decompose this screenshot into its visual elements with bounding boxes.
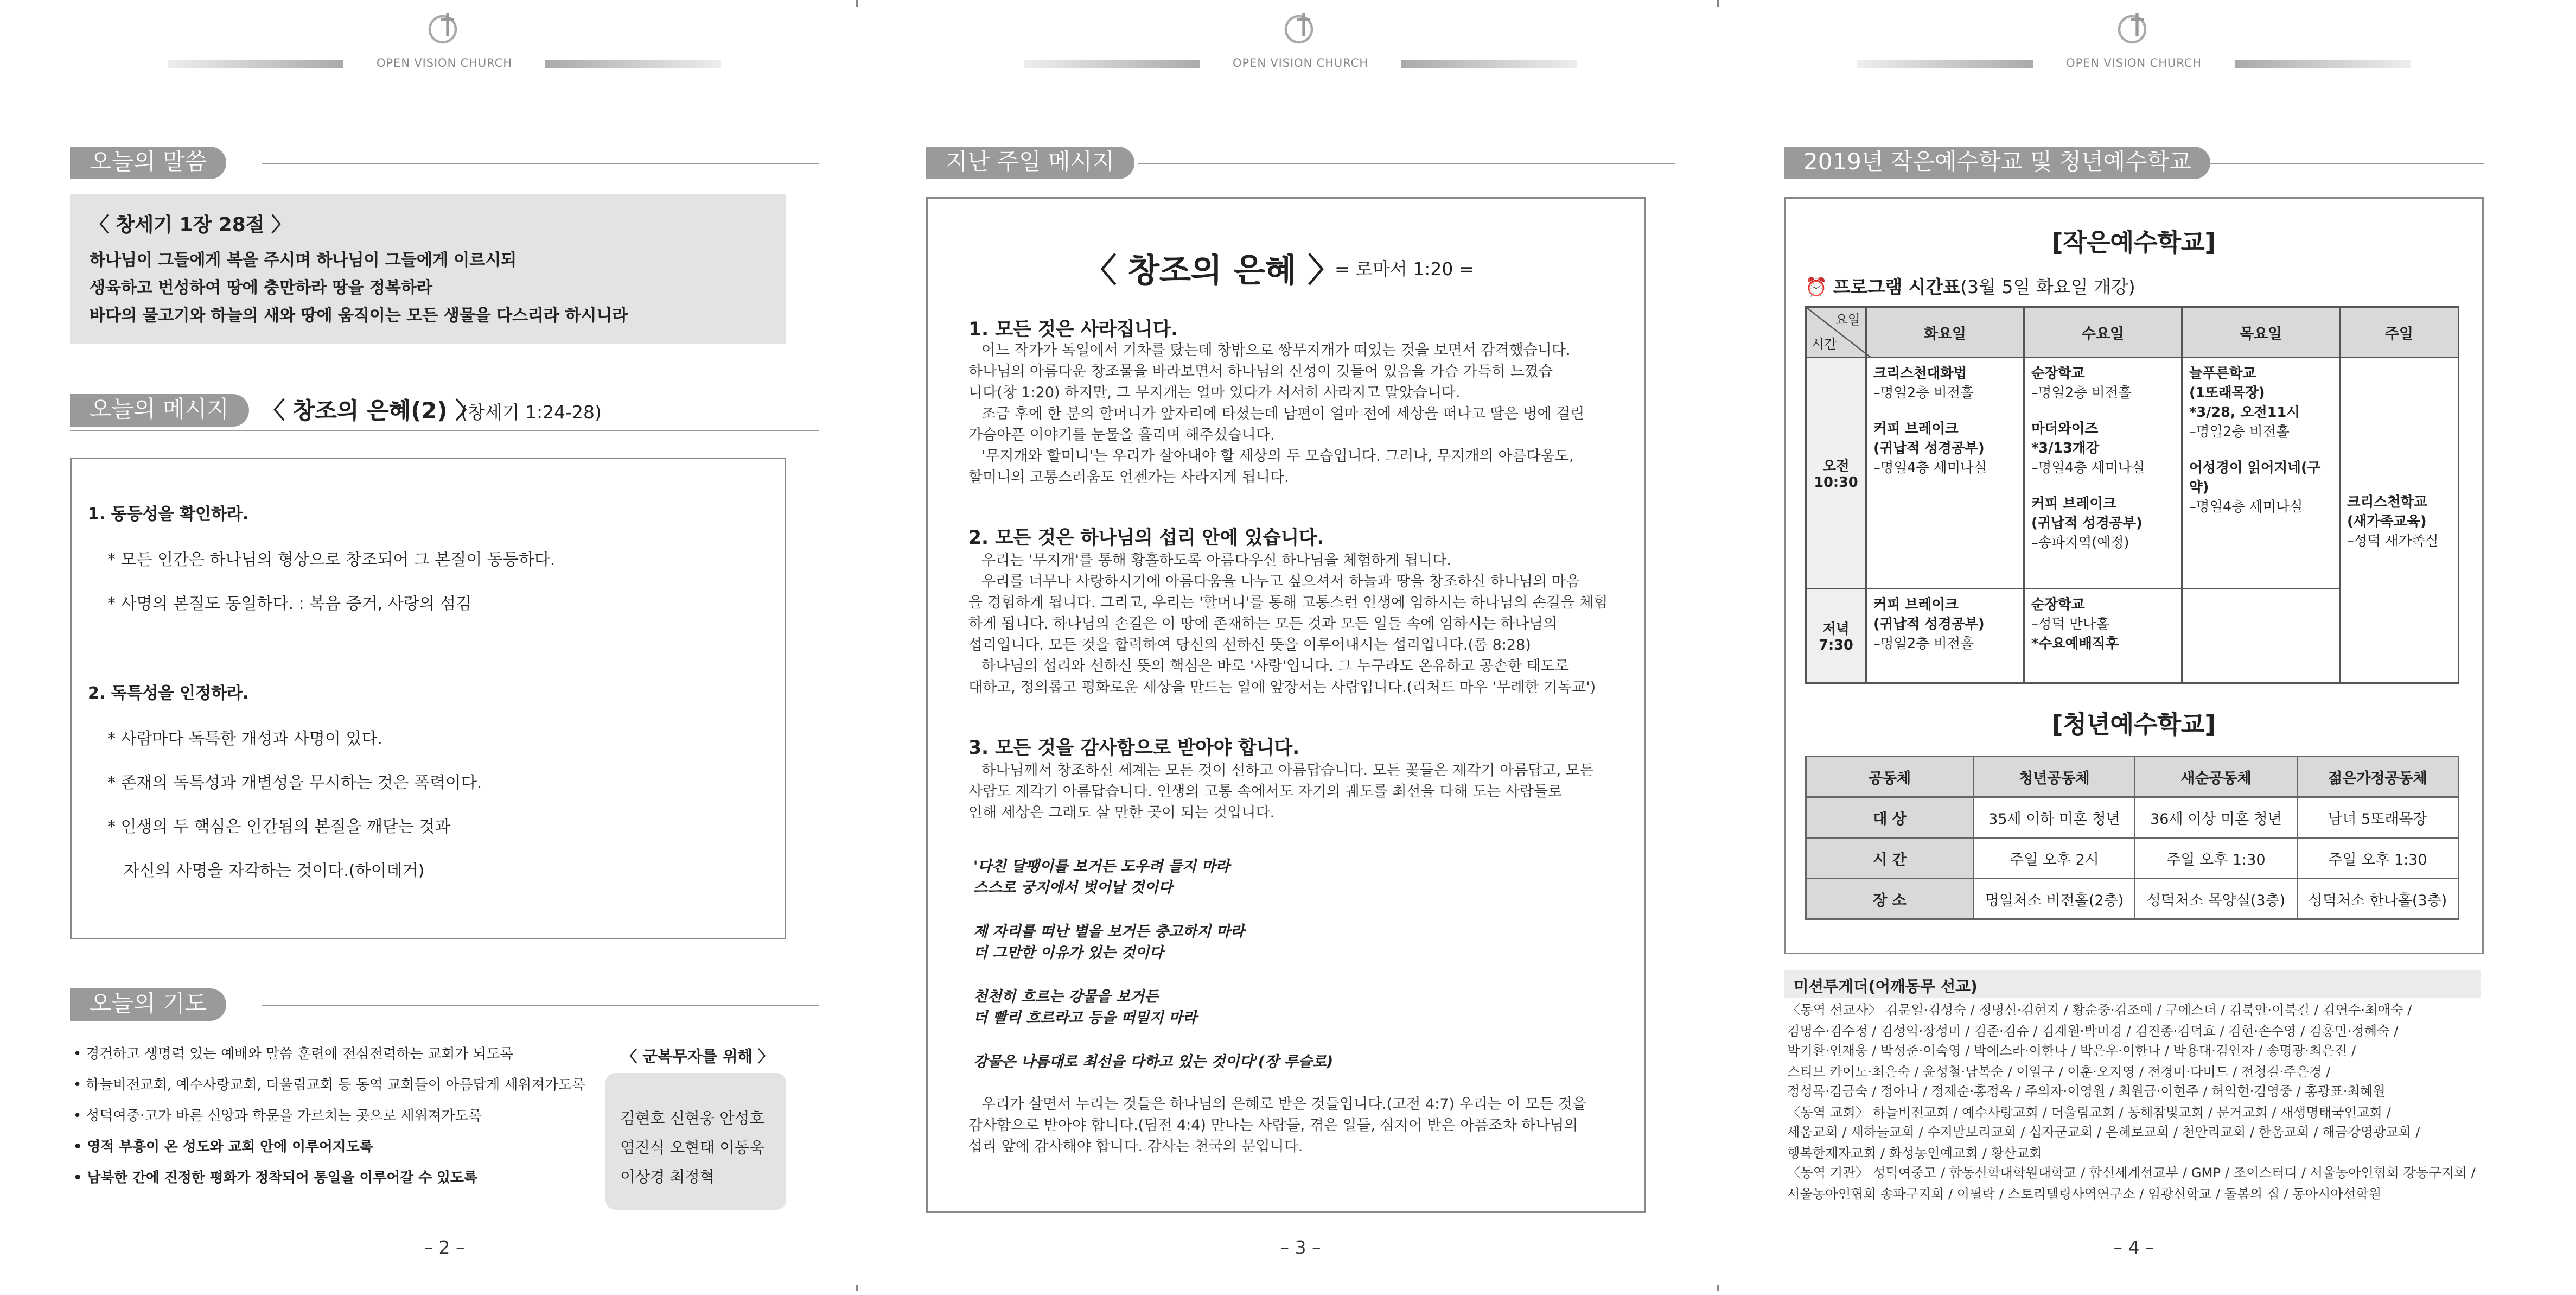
sermon-reference: = 로마서 1:20 = <box>1335 259 1474 280</box>
outline-item: * 모든 인간은 하나님의 형상으로 창조되어 그 본질이 동등하다. <box>107 552 556 570</box>
cell-line: –명일2층 비전홀 <box>1873 386 1974 402</box>
crop-mark <box>1717 1285 1719 1291</box>
sermon-line: '무지개와 할머니'는 우리가 살아내야 할 세상의 두 모습입니다. 그러나, 무지개의 아름다움도, <box>981 449 1574 466</box>
section-title-word: 오늘의 말씀 <box>70 147 226 179</box>
message-title: 〈 창조의 은혜(2) 〉 <box>262 399 479 425</box>
table-cell: 성덕처소 한나홀(3층) <box>2297 879 2458 919</box>
day-header: 화요일 <box>1866 307 2024 358</box>
table-header: 청년공동체 <box>1974 757 2135 797</box>
divider <box>70 430 819 431</box>
header-church-name: OPEN VISION CHURCH <box>377 57 512 70</box>
program-note: (3월 5일 화요일 개강) <box>1960 277 2135 298</box>
sermon-body-4 <box>968 1096 1636 1159</box>
cell-line: *3/28, 오전11시 <box>2189 405 2300 422</box>
sermon-heading-1: 1. 모든 것은 사라집니다. <box>968 318 1178 340</box>
page-number: – 3 – <box>1280 1237 1321 1259</box>
crop-mark <box>856 0 858 7</box>
cell-line: *수요예배직후 <box>2031 637 2119 653</box>
table-cell: 명일처소 비전홀(2층) <box>1974 879 2135 919</box>
cell-line: –명일4층 세미나실 <box>2031 461 2145 477</box>
sermon-body-2 <box>968 552 1636 700</box>
cell-tue-am <box>1866 358 2024 589</box>
sermon-box <box>926 197 1646 1213</box>
cell-line: 커피 브레이크 <box>1873 598 1959 614</box>
header-church-name: OPEN VISION CHURCH <box>1233 57 1368 70</box>
cell-line: –명일4층 세미나실 <box>2189 500 2303 516</box>
day-header: 주일 <box>2340 307 2459 358</box>
sermon-body-3 <box>968 762 1636 826</box>
prayer-item: • 남북한 간에 진정한 평화가 정착되어 통일을 이루어갈 수 있도록 <box>73 1171 477 1187</box>
small-jesus-school-title: [작은예수학교] <box>2052 228 2216 257</box>
table-cell: 35세 이하 미혼 청년 <box>1974 797 2135 838</box>
crop-mark <box>1717 0 1719 7</box>
outline-item: * 사명의 본질도 동일하다. : 복음 증거, 사랑의 섬김 <box>107 596 472 614</box>
alarm-clock-icon: ⏰ <box>1805 277 1828 298</box>
sermon-line: 우리는 '무지개'를 통해 황홀하도록 아름다우신 하나님을 체험하게 됩니다. <box>981 554 1452 570</box>
table-header: 새순공동체 <box>2135 757 2297 797</box>
mission-line: 박기환·인재웅 / 박성준·이숙영 / 박에스라·이한나 / 박은우·이한나 / 박용대·김인자 / 송명광·최은진 / <box>1787 1042 2356 1058</box>
cell-line: –성덕 만나홀 <box>2031 617 2110 633</box>
sermon-line: 하나님께서 창조하신 세계는 모든 것이 선하고 아름답습니다. 모든 꽃들은 제각기 아름답고, 모든 <box>981 764 1594 780</box>
prayer-item: • 하늘비전교회, 예수사랑교회, 더울림교회 등 동역 교회들이 아름답게 세워져가도록 <box>73 1078 585 1094</box>
mission-list <box>1787 1000 2487 1203</box>
table-row <box>1806 797 2459 838</box>
mission-line: 정성목·김금숙 / 정아나 / 정제순·홍정옥 / 주의자·이영원 / 최원금·이현주 / 허익현·김영중 / 홍광표·최혜원 <box>1787 1083 2386 1099</box>
table-cell: 대 상 <box>1806 797 1974 838</box>
section-title-last-sermon: 지난 주일 메시지 <box>926 147 1134 179</box>
mission-line: 행복한제자교회 / 화성농인예교회 / 황산교회 <box>1787 1144 2042 1160</box>
military-names: 염진식 오현태 이동욱 <box>620 1140 764 1158</box>
sermon-line: 을 경험하게 됩니다. 그리고, 우리는 '할머니'를 통해 고통스런 인생에 임하시는 하나님의 손길을 체험 <box>968 596 1608 612</box>
table-cell: 36세 이상 미혼 청년 <box>2135 797 2297 838</box>
sermon-line: 섭리 앞에 감사해야 합니다. 감사는 천국의 문입니다. <box>968 1140 1303 1156</box>
poem-line: 더 그만한 이유가 있는 것이다 <box>973 946 1164 962</box>
sermon-title: 〈 창조의 은혜 〉 <box>1084 251 1341 290</box>
sermon-line: 우리를 너무나 사랑하시기에 아름다움을 나누고 싶으셔서 하늘과 땅을 창조하신 하나님의 마음 <box>981 575 1580 591</box>
mission-line: 스티브 카이노·최은숙 / 윤성철·남복순 / 이일구 / 이훈·오지영 / 전경미·다비드 / 전청길·주은경 / <box>1787 1062 2331 1079</box>
military-names: 이상경 최정혁 <box>620 1169 715 1187</box>
poem-line: 천천히 흐르는 강물을 보거든 <box>973 990 1159 1006</box>
table-cell: 장 소 <box>1806 879 1974 919</box>
verse-box <box>70 194 786 344</box>
cell-line: (귀납적 성경공부) <box>2031 516 2143 532</box>
poem-line: '다친 달팽이를 보거든 도우려 들지 마라 <box>973 860 1230 876</box>
header-band <box>1024 57 1577 70</box>
program-heading <box>1805 274 2135 300</box>
table-header: 젊은가정공동체 <box>2297 757 2458 797</box>
sermon-line: 조금 후에 한 분의 할머니가 앞자리에 타셨는데 남편이 얼마 전에 세상을 떠나고 딸은 병에 걸린 <box>981 407 1585 423</box>
program-schedule-table <box>1805 306 2459 684</box>
mission-line: 서울농아인협회 송파구지회 / 이필락 / 스토리텔링사역연구소 / 임광신학교 / 돌봄의 집 / 동아시아선학원 <box>1787 1184 2382 1201</box>
sermon-line: 감사함으로 받아야 합니다.(딤전 4:4) 만나는 사람들, 겪은 일들, 심지어 받은 아픔조차 하나님의 <box>968 1119 1578 1135</box>
church-logo <box>70 10 819 46</box>
outline-item: * 사람마다 독특한 개성과 사명이 있다. <box>107 731 382 749</box>
prayer-item: • 경건하고 생명력 있는 예배와 말씀 훈련에 전심전력하는 교회가 되도록 <box>73 1047 514 1063</box>
cell-line: –명일2층 비전홀 <box>2189 425 2290 441</box>
verse-line: 하나님이 그들에게 복을 주시며 하나님이 그들에게 이르시되 <box>90 252 517 270</box>
table-cell: 성덕처소 목양실(3층) <box>2135 879 2297 919</box>
corner-day-label: 요일 <box>1835 313 1860 327</box>
slot-label: 저녁 <box>1822 621 1850 638</box>
cell-line: –명일2층 비전홀 <box>1873 637 1974 653</box>
table-row <box>1806 838 2459 879</box>
slot-time: 10:30 <box>1814 474 1858 491</box>
header-church-name: OPEN VISION CHURCH <box>2066 57 2202 70</box>
cell-line: –명일4층 세미나실 <box>1873 461 1987 477</box>
mission-title: 미션투게더(어깨동무 선교) <box>1794 979 1978 996</box>
cell-line: 늘푸른학교 <box>2189 366 2256 383</box>
cell-sunday <box>2340 358 2459 683</box>
poem-line: 제 자리를 떠난 별을 보거든 충고하지 마라 <box>973 925 1245 941</box>
youth-school-title: [청년예수학교] <box>2052 710 2216 739</box>
morning-slot <box>1806 358 1866 589</box>
cell-thu-pm <box>2182 589 2340 683</box>
day-header: 수요일 <box>2024 307 2182 358</box>
divider <box>1138 163 1675 164</box>
table-cell: 주일 오후 1:30 <box>2297 838 2458 879</box>
outline-point-2: 2. 독특성을 인정하라. <box>88 685 249 703</box>
header-band <box>1857 57 2411 70</box>
church-logo <box>1784 10 2484 46</box>
mission-line: 〈동역 기관〉 성덕여중고 / 합동신학대학원대학교 / 합신세계선교부 / GMP / 조이스터디 / 서울농아인협회 강동구지회 / <box>1787 1164 2476 1180</box>
sermon-line: 사람도 제각기 아름답습니다. 인생의 고통 속에서도 자기의 궤도를 최선을 다해 도는 사람들로 <box>968 785 1563 801</box>
table-cell: 주일 오후 2시 <box>1974 838 2135 879</box>
poem-line: 더 빨리 흐르라고 등을 떠밀지 마라 <box>973 1011 1197 1027</box>
mission-line: 김명수·김수정 / 김성익·장성미 / 김준·김슈 / 김재원·박미경 / 김진종·김덕효 / 김현·손수영 / 김홍민·정혜숙 / <box>1787 1021 2399 1038</box>
page-3 <box>926 0 1675 1294</box>
cell-line: 크리스천학교 <box>2347 494 2427 511</box>
cell-line: 순장학교 <box>2031 366 2085 383</box>
divider <box>2201 163 2484 164</box>
cell-line: (새가족교육) <box>2347 513 2427 530</box>
header-band <box>168 57 721 70</box>
cell-line: –명일2층 비전홀 <box>2031 386 2132 402</box>
section-title-schools: 2019년 작은예수학교 및 청년예수학교 <box>1784 147 2211 179</box>
cell-line: (귀납적 성경공부) <box>1873 441 1985 458</box>
youth-school-table <box>1805 756 2459 920</box>
sermon-line: 우리가 살면서 누리는 것들은 하나님의 은혜로 받은 것들입니다.(고전 4:7) 우리는 이 모든 것을 <box>981 1097 1587 1114</box>
day-header: 목요일 <box>2182 307 2340 358</box>
sermon-body-1 <box>968 342 1636 490</box>
cell-wed-am <box>2024 358 2182 589</box>
cell-tue-pm <box>1866 589 2024 683</box>
mission-line: 세움교회 / 새하늘교회 / 수지말보리교회 / 십자군교회 / 은혜로교회 / 천안리교회 / 한움교회 / 해금강영광교회 / <box>1787 1123 2420 1140</box>
message-reference: (창세기 1:24-28) <box>461 402 602 423</box>
church-logo-icon <box>1279 10 1322 46</box>
military-title: 〈 군복무자를 위해 〉 <box>622 1049 774 1067</box>
mission-title-bar <box>1784 970 2481 998</box>
divider <box>262 1005 819 1006</box>
cell-line: (귀납적 성경공부) <box>1873 617 1985 633</box>
divider <box>262 163 819 164</box>
section-title-message: 오늘의 메시지 <box>70 394 248 427</box>
verse-reference: 〈 창세기 1장 28절 〉 <box>90 213 291 236</box>
sermon-line: 할머니의 고통스러움도 언젠가는 사라지게 됩니다. <box>968 471 1289 487</box>
cell-line: –송파지역(예정) <box>2031 536 2129 552</box>
outline-point-1: 1. 동등성을 확인하라. <box>88 506 249 524</box>
schools-box <box>1784 197 2484 954</box>
evening-slot <box>1806 589 1866 683</box>
outline-box <box>70 458 786 939</box>
poem-line: 스스로 궁지에서 벗어날 것이다 <box>973 881 1173 897</box>
cell-line: –성덕 새가족실 <box>2347 533 2439 550</box>
cell-line: 커피 브레이크 <box>2031 497 2116 513</box>
page-4 <box>1784 0 2484 1294</box>
cell-thu-am <box>2182 358 2340 589</box>
cell-line: 커피 브레이크 <box>1873 422 1959 438</box>
outline-item: * 존재의 독특성과 개별성을 무시하는 것은 폭력이다. <box>107 775 482 793</box>
cell-line: 순장학교 <box>2031 598 2085 614</box>
military-box <box>605 1073 786 1210</box>
page-2 <box>70 0 819 1294</box>
sermon-line: 섭리입니다. 모든 것을 합력하여 당신의 선하신 뜻을 이루어내시는 섭리입니다.(롬 8:28) <box>968 638 1531 655</box>
cell-line: (1또래목장) <box>2189 386 2265 402</box>
slot-label: 오전 <box>1822 458 1850 475</box>
corner-time-label: 시간 <box>1812 337 1837 352</box>
cell-line: 어성경이 읽어지네(구약) <box>2189 461 2321 497</box>
sermon-heading-3: 3. 모든 것을 감사함으로 받아야 합니다. <box>968 736 1300 759</box>
table-row <box>1806 879 2459 919</box>
program-title: 프로그램 시간표 <box>1833 277 1961 298</box>
outline-item: * 인생의 두 핵심은 인간됨의 본질을 깨닫는 것과 <box>107 819 451 837</box>
mission-line: 〈동역 선교사〉 김문일·김성숙 / 정명신·김현지 / 황순중·김조예 / 구에스더 / 김북안·이북길 / 김연수·최애숙 / <box>1787 1001 2412 1018</box>
sermon-line: 대하고, 정의롭고 평화로운 세상을 만드는 일에 앞장서는 사람입니다.(리처드 마우 '무례한 기독교') <box>968 681 1596 697</box>
sermon-line: 어느 작가가 독일에서 기차를 탔는데 창밖으로 쌍무지개가 떠있는 것을 보면서 감격했습니다. <box>981 344 1571 360</box>
cell-line: 마더와이즈 <box>2031 422 2099 438</box>
sermon-line: 니다(창 1:20) 하지만, 그 무지개는 얼마 있다가 서서히 사라지고 말았습니다. <box>968 386 1461 402</box>
crop-mark <box>856 1285 858 1291</box>
cell-line: *3/13개강 <box>2031 441 2100 458</box>
slot-time: 7:30 <box>1819 637 1853 654</box>
page-number: – 2 – <box>424 1237 465 1259</box>
military-names: 김현호 신현웅 안성호 <box>620 1110 764 1128</box>
page-number: – 4 – <box>2113 1237 2154 1259</box>
section-title-prayer: 오늘의 기도 <box>70 988 226 1021</box>
outline-item: 자신의 사명을 자각하는 것이다.(하이데거) <box>124 863 425 881</box>
cell-line: 크리스천대화법 <box>1873 366 1967 383</box>
church-logo-icon <box>423 10 466 46</box>
sermon-line: 인해 세상은 그래도 살 만한 곳이 되는 것입니다. <box>968 806 1275 822</box>
verse-line: 생육하고 번성하여 땅에 충만하라 땅을 정복하라 <box>90 280 432 298</box>
prayer-item: • 성덕여중·고가 바른 신앙과 학문을 가르치는 곳으로 세워져가도록 <box>73 1109 482 1125</box>
sermon-line: 하나님의 아름다운 창조물을 바라보면서 하나님의 신성이 깃들어 있음을 가슴 가득히 느꼈습 <box>968 365 1553 381</box>
table-cell: 남녀 5또래목장 <box>2297 797 2458 838</box>
prayer-item: • 영적 부흥이 온 성도와 교회 안에 이루어지도록 <box>73 1140 373 1156</box>
cell-wed-pm <box>2024 589 2182 683</box>
sermon-line: 하게 됩니다. 하나님의 손길은 이 땅에 존재하는 모든 것과 모든 일들 속에 임하시는 하나님의 <box>968 617 1558 633</box>
sermon-line: 가슴아픈 이야기를 눈물을 흘리며 해주셨습니다. <box>968 428 1275 445</box>
sermon-heading-2: 2. 모든 것은 하나님의 섭리 안에 있습니다. <box>968 526 1324 549</box>
mission-line: 〈동역 교회〉 하늘비전교회 / 예수사랑교회 / 더울림교회 / 동해참빛교회 / 문거교회 / 새생명태국인교회 / <box>1787 1103 2391 1120</box>
verse-line: 바다의 물고기와 하늘의 새와 땅에 움직이는 모든 생물을 다스리라 하시니라 <box>90 308 628 326</box>
church-logo-icon <box>2113 10 2155 46</box>
table-header: 공동체 <box>1806 757 1974 797</box>
poem-line: 강물은 나름대로 최선을 다하고 있는 것이다'(장 루슬로) <box>973 1055 1334 1071</box>
corner-cell <box>1806 307 1866 358</box>
table-cell: 주일 오후 1:30 <box>2135 838 2297 879</box>
table-cell: 시 간 <box>1806 838 1974 879</box>
sermon-line: 하나님의 섭리와 선하신 뜻의 핵심은 바로 '사랑'입니다. 그 누구라도 온유하고 공손한 태도로 <box>981 659 1569 676</box>
church-logo <box>926 10 1675 46</box>
